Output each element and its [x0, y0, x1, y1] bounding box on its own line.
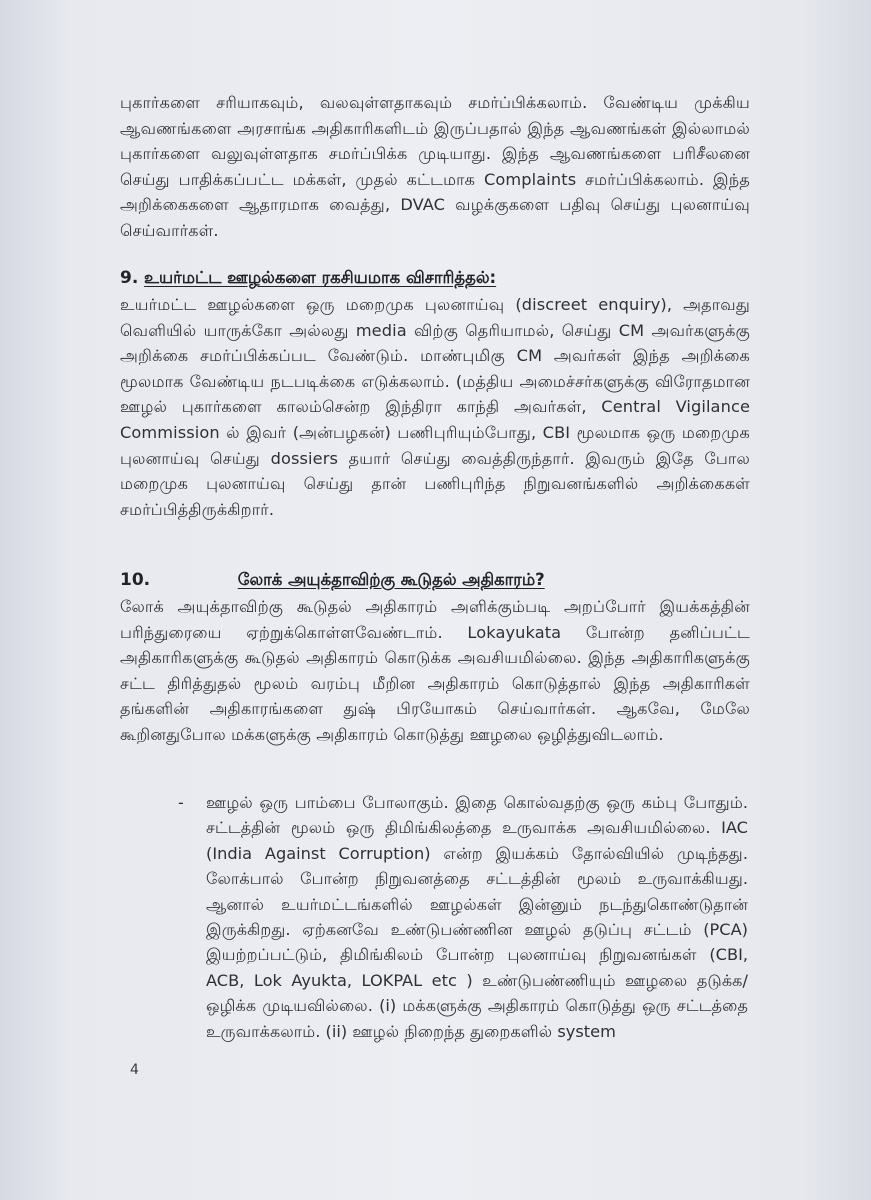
intro-paragraph: புகார்களை சரியாகவும், வலவுள்ளதாகவும் சமர்ப்பிக்கலாம். வேண்டிய முக்கிய ஆவணங்களை அரசாங்க அதிகாரிகளிடம் இருப்பதால் இந்த ஆவணங்கள் இல்லாமல் புகார்களை வலுவுள்ளதாக சமர்ப்பிக்க முடியாது. இந்த ஆவணங்களை பரிசீலனை செய்து பாதிக்கப்பட்ட மக்கள், முதல் கட்டமாக Complaints சமர்ப்பிக்கலாம். இந்த அறிக்கைகளை ஆதாரமாக வைத்து, DVAC வழக்குகளை பதிவு செய்து புலனாய்வு செய்வார்கள். [120, 93, 750, 240]
section-10-heading [120, 568, 545, 592]
page-number: 4 [130, 1062, 139, 1078]
section-10-body: லோக் அயுக்தாவிற்கு கூடுதல் அதிகாரம் அளிக்கும்படி அறப்போர் இயக்கத்தின் பரிந்துரையை ஏற்றுக்கொள்ளவேண்டாம். Lokayukata போன்ற தனிப்பட்ட அதிகாரிகளுக்கு கூடுதல் அதிகாரம் கொடுக்க அவசியமில்லை. இந்த அதிகாரிகளுக்கு சட்ட திரித்துதல் மூலம் வரம்பு மீறின அதிகாரம் கொடுத்தால் இந்த அதிகாரிகள் தங்களின் அதிகாரங்களை துஷ் பிரயோகம் செய்வார்கள். ஆகவே, மேலே கூறினதுபோல மக்களுக்கு அதிகாரம் கொடுத்து ஊழலை ஒழித்துவிடலாம். [120, 597, 750, 744]
section-9-body: உயர்மட்ட ஊழல்களை ஒரு மறைமுக புலனாய்வு (discreet enquiry), அதாவது வெளியில் யாருக்கோ அல்லது media விற்கு தெரியாமல், செய்து CM அவர்களுக்கு அறிக்கை சமர்ப்பிக்கப்பட வேண்டும். மாண்புமிகு CM அவர்கள் இந்த அறிக்கை மூலமாக வேண்டிய நடபடிக்கை எடுக்கலாம். (மத்திய அமைச்சர்களுக்கு விரோதமான ஊழல் புகார்களை காலம்சென்ற இந்திரா காந்தி அவர்கள், Central Vigilance Commission ல் இவர் (அன்பழகன்) பணிபுரியும்போது, CBI மூலமாக ஒரு மறைமுக புலனாய்வு செய்து dossiers தயார் செய்து வைத்திருந்தார். இவரும் இதே போல மறைமுக புலனாய்வு செய்து தான் பணிபுரிந்த நிறுவனங்களில் அறிக்கைகள் சமர்ப்பித்திருக்கிறார். [120, 295, 750, 519]
bullet-marker: - [178, 793, 184, 812]
bullet-paragraph: ஊழல் ஒரு பாம்பை போலாகும். இதை கொல்வதற்கு ஒரு கம்பு போதும். சட்டத்தின் மூலம் ஒரு திமிங்கிலத்தை உருவாக்க அவசியமில்லை. IAC (India Against Corruption) என்ற இயக்கம் தோல்வியில் முடிந்தது. லோக்பால் போன்ற நிறுவனத்தை சட்டத்தின் மூலம் உருவாக்கியது. ஆனால் உயர்மட்டங்களில் ஊழல்கள் இன்னும் நடந்துகொண்டுதான் இருக்கிறது. ஏற்கனவே உண்டுபண்ணின ஊழல் தடுப்பு சட்டம் (PCA) இயற்றப்பட்டும், திமிங்கிலம் போன்ற புலனாய்வு நிறுவனங்கள் (CBI, ACB, Lok Ayukta, LOKPAL etc ) உண்டுபண்ணியும் ஊழலை தடுக்க/ஒழிக்க முடியவில்லை. (i) மக்களுக்கு அதிகாரம் கொடுத்து ஒரு சட்டத்தை உருவாக்கலாம். (ii) ஊழல் நிறைந்த துறைகளில் system [206, 793, 748, 1041]
section-9-heading [120, 266, 496, 290]
section-10-number: 10. [120, 570, 151, 590]
section-9-number: 9. [120, 268, 139, 288]
section-9-title: உயர்மட்ட ஊழல்களை ரகசியமாக விசாரித்தல்: [144, 268, 497, 287]
section-10-title: லோக் அயுக்தாவிற்கு கூடுதல் அதிகாரம்? [237, 570, 545, 589]
